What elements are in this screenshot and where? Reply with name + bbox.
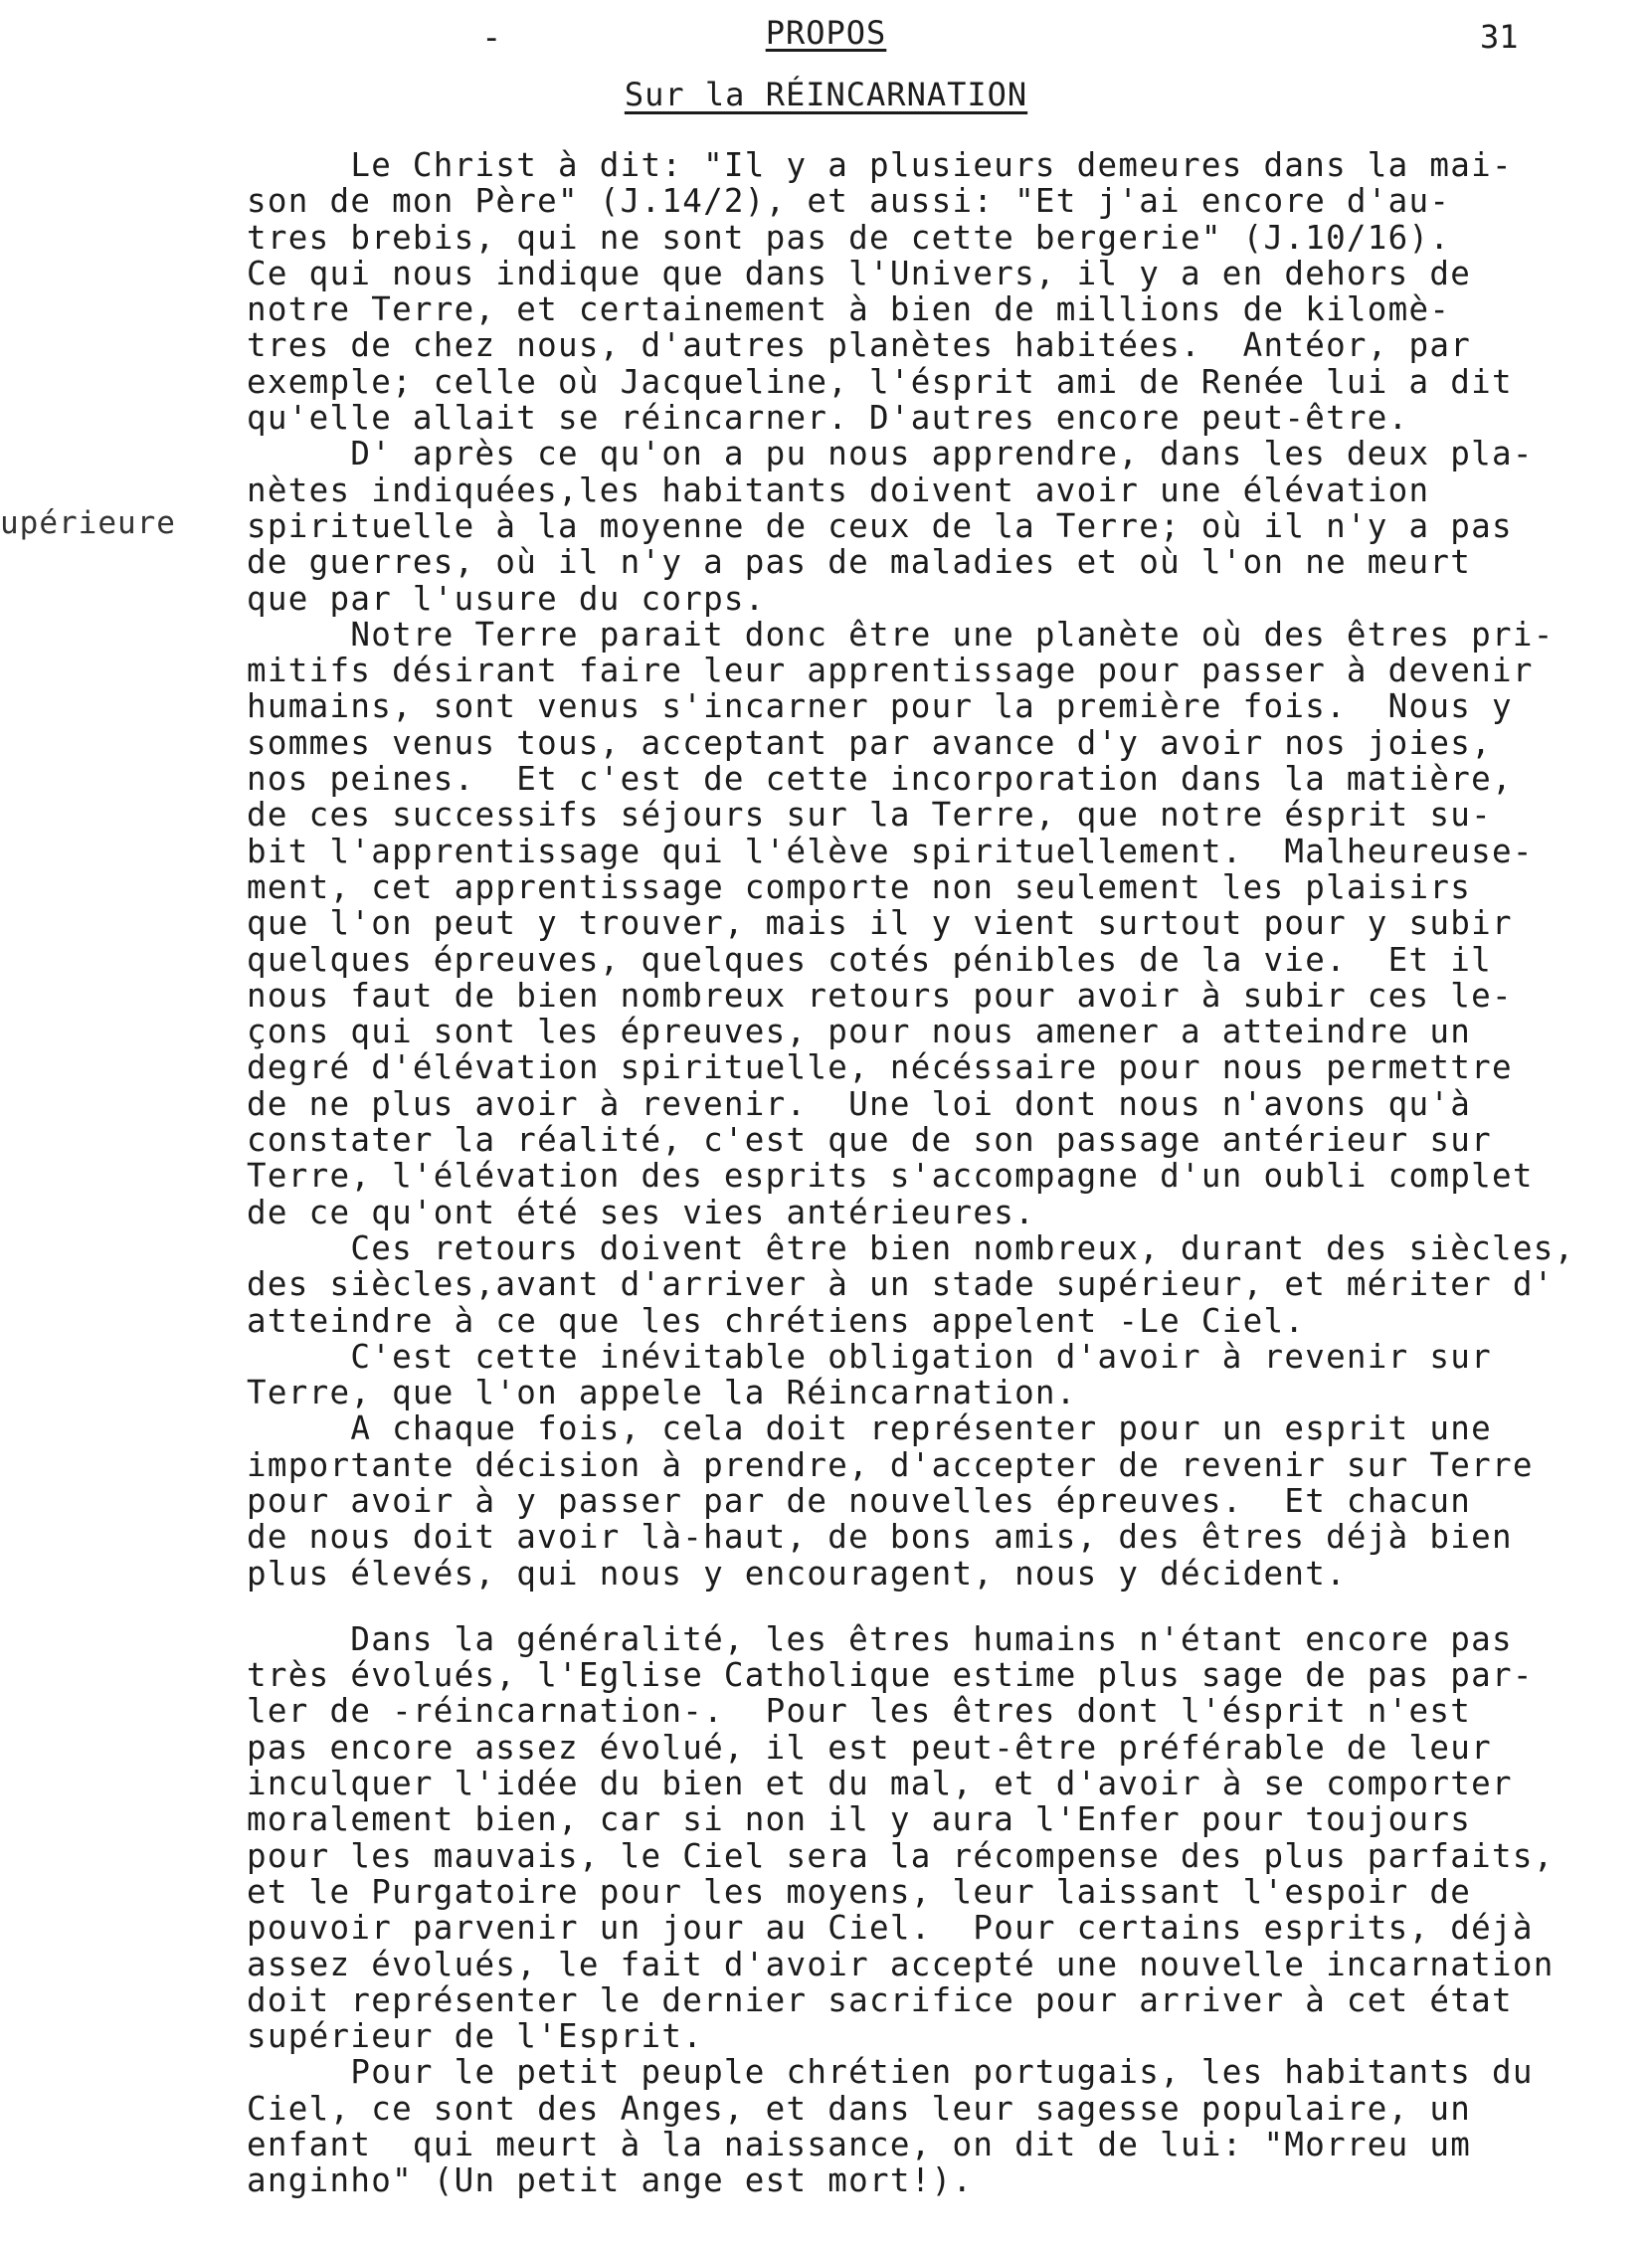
text-line: sommes venus tous, acceptant par avance d'y avoir nos joies, (247, 723, 1492, 762)
text-line: ment, cet apprentissage comporte non seulement les plaisirs (247, 867, 1472, 906)
paragraph (247, 1339, 1639, 1411)
text-line: tres de chez nous, d'autres planètes habitées. Antéor, par (247, 326, 1472, 365)
text-line: pas encore assez évolué, il est peut-être préférable de leur (247, 1728, 1492, 1767)
paragraph (247, 617, 1639, 1230)
text-line: notre Terre, et certainement à bien de millions de kilomè- (247, 290, 1451, 329)
text-line: des siècles,avant d'arriver à un stade supérieur, et mériter d' (247, 1265, 1555, 1304)
paragraph (247, 1230, 1639, 1339)
paragraph (247, 1621, 1639, 2055)
paragraph (247, 436, 1639, 616)
paragraph (247, 1410, 1639, 1591)
text-line: assez évolués, le fait d'avoir accepté une nouvelle incarnation (247, 1945, 1555, 1983)
text-line: degré d'élévation spirituelle, nécéssaire pour nous permettre (247, 1048, 1513, 1087)
text-line: son de mon Père" (J.14/2), et aussi: "Et j'ai encore d'au- (247, 182, 1451, 221)
text-line: qu'elle allait se réincarner. D'autres encore peut-être. (247, 399, 1409, 438)
text-line: atteindre à ce que les chrétiens appelent -Le Ciel. (247, 1301, 1306, 1340)
text-line: importante décision à prendre, d'accepter de revenir sur Terre (247, 1445, 1534, 1484)
text-line: mitifs désirant faire leur apprentissage pour passer à devenir (247, 652, 1534, 690)
text-line: tres brebis, qui ne sont pas de cette bergerie" (J.10/16). (247, 218, 1451, 257)
text-line: plus élevés, qui nous y encouragent, nous y décident. (247, 1554, 1347, 1593)
text-line: enfant qui meurt à la naissance, on dit de lui: "Morreu um (247, 2126, 1472, 2164)
text-line: exemple; celle où Jacqueline, l'ésprit ami de Renée lui a dit (247, 362, 1513, 401)
text-line: que l'on peut y trouver, mais il y vient surtout pour y subir (247, 904, 1513, 943)
text-line: bit l'apprentissage qui l'élève spirituellement. Malheureuse- (247, 832, 1534, 870)
text-line: que par l'usure du corps. (247, 579, 766, 618)
text-line: humains, sont venus s'incarner pour la première fois. Nous y (247, 687, 1513, 726)
text-line: très évolués, l'Eglise Catholique estime plus sage de pas par- (247, 1656, 1534, 1695)
text-line: de nous doit avoir là-haut, de bons amis, des êtres déjà bien (247, 1518, 1513, 1557)
article-body (247, 147, 1639, 2199)
text-line: de ce qu'ont été ses vies antérieures. (247, 1193, 1035, 1231)
text-line: constater la réalité, c'est que de son passage antérieur sur (247, 1121, 1492, 1160)
text-line: quelques épreuves, quelques cotés pénibles de la vie. Et il (247, 940, 1492, 979)
text-line: nos peines. Et c'est de cette incorporation dans la matière, (247, 760, 1513, 799)
paragraph (247, 147, 1639, 436)
text-line: Pour le petit peuple chrétien portugais, les habitants du (247, 2053, 1534, 2092)
text-line: pour les mauvais, le Ciel sera la récompense des plus parfaits, (247, 1836, 1555, 1875)
text-line: inculquer l'idée du bien et du mal, et d'avoir à se comporter (247, 1765, 1513, 1803)
text-line: pouvoir parvenir un jour au Ciel. Pour certains esprits, déjà (247, 1909, 1534, 1948)
text-line: moralement bien, car si non il y aura l'Enfer pour toujours (247, 1800, 1472, 1839)
header-dash: - (481, 18, 502, 58)
text-line: Terre, l'élévation des esprits s'accompagne d'un oubli complet (247, 1157, 1534, 1196)
text-line: nous faut de bien nombreux retours pour avoir à subir ces le- (247, 976, 1513, 1015)
paragraph-gap (247, 1592, 1639, 1621)
margin-annotation: upérieure (0, 505, 176, 541)
text-line: C'est cette inévitable obligation d'avoir à revenir sur (247, 1337, 1492, 1376)
text-line: A chaque fois, cela doit représenter pour un esprit une (247, 1409, 1492, 1448)
paragraph (247, 2054, 1639, 2198)
text-line: Ciel, ce sont des Anges, et dans leur sagesse populaire, un (247, 2089, 1472, 2128)
text-line: Dans la généralité, les êtres humains n'étant encore pas (247, 1619, 1513, 1658)
text-line: Ce qui nous indique que dans l'Univers, il y a en dehors de (247, 254, 1472, 292)
text-line: Ces retours doivent être bien nombreux, durant des siècles, (247, 1228, 1575, 1267)
text-line: Notre Terre parait donc être une planète où des êtres pri- (247, 615, 1555, 654)
text-line: spirituelle à la moyenne de ceux de la Terre; où il n'y a pas (247, 506, 1513, 545)
text-line: de guerres, où il n'y a pas de maladies et où l'on ne meurt (247, 543, 1472, 582)
text-line: anginho" (Un petit ange est mort!). (247, 2161, 974, 2200)
text-line: de ne plus avoir à revenir. Une loi dont nous n'avons qu'à (247, 1084, 1472, 1123)
text-line: supérieur de l'Esprit. (247, 2017, 704, 2056)
text-line: de ces successifs séjours sur la Terre, que notre ésprit su- (247, 796, 1492, 835)
text-line: Le Christ à dit: "Il y a plusieurs demeures dans la mai- (247, 146, 1513, 184)
text-line: doit représenter le dernier sacrifice pour arriver à cet état (247, 1980, 1513, 2019)
text-line: ler de -réincarnation-. Pour les êtres dont l'ésprit n'est (247, 1692, 1472, 1731)
text-line: pour avoir à y passer par de nouvelles épreuves. Et chacun (247, 1481, 1472, 1520)
article-title: Sur la RÉINCARNATION (624, 76, 1028, 113)
text-line: et le Purgatoire pour les moyens, leur laissant l'espoir de (247, 1872, 1472, 1911)
section-header-title: PROPOS (765, 14, 887, 52)
text-line: çons qui sont les épreuves, pour nous amener a atteindre un (247, 1013, 1472, 1051)
text-line: Terre, que l'on appele la Réincarnation. (247, 1374, 1077, 1412)
text-line: D' après ce qu'on a pu nous apprendre, dans les deux pla- (247, 435, 1534, 473)
text-line: nètes indiquées,les habitants doivent avoir une élévation (247, 470, 1430, 509)
page-number: 31 (1480, 18, 1519, 56)
